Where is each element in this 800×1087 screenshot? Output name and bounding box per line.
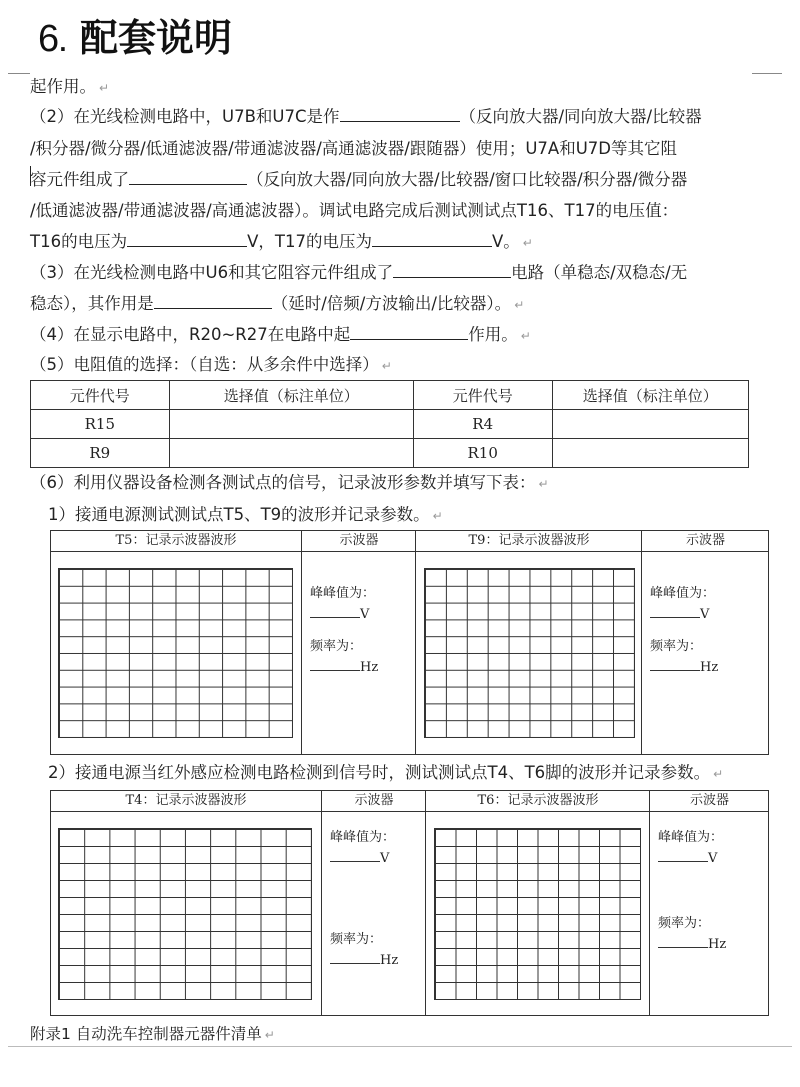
waveform-title-t5: T5：记录示波器波形 [51, 531, 301, 552]
table-header: 选择值（标注单位） [169, 381, 413, 410]
table-cell: R10 [413, 439, 552, 468]
question-6-line: （6）利用仪器设备检测各测试点的信号，记录波形参数并填写下表： ↵ [30, 473, 549, 492]
section-number: 6 [38, 18, 60, 60]
page-corner-mark-right [752, 73, 782, 74]
page-corner-mark-left [8, 73, 30, 74]
waveform-title-t4: T4：记录示波器波形 [51, 791, 321, 812]
section-title-text: 配套说明 [79, 16, 232, 60]
waveform-title-t6: T6：记录示波器波形 [426, 791, 650, 812]
table-cell: R4 [413, 410, 552, 439]
waveform-cell-t9 [415, 531, 642, 754]
table-cell-input[interactable] [169, 410, 413, 439]
scope-header: 示波器 [322, 791, 426, 812]
answer-blank[interactable] [393, 259, 511, 278]
scope-header: 示波器 [642, 531, 769, 552]
answer-blank[interactable] [154, 290, 272, 309]
question-2-line-4: /低通滤波器/带通滤波器/高通滤波器）。调试电路完成后测试测试点T16、T17的电压值： [30, 201, 679, 220]
scope-readings-t9: 示波器 峰峰值为： V 频率为： Hz [641, 531, 769, 754]
answer-blank[interactable] [340, 103, 460, 122]
section-title: 6. 配套说明 [38, 16, 232, 60]
question-3-line-2: 稳态），其作用是 （延时/倍频/方波输出/比较器）。 ↵ [30, 289, 524, 320]
scope-header: 示波器 [302, 531, 416, 552]
table-header: 元件代号 [31, 381, 170, 410]
question-4-line: （4）在显示电路中，R20~R27在电路中起 作用。 ↵ [30, 320, 531, 351]
answer-blank[interactable] [350, 321, 468, 340]
peak-voltage-blank[interactable] [330, 847, 380, 862]
table-cell-input[interactable] [552, 439, 748, 468]
scope-readings-t4: 示波器 峰峰值为： V 频率为： Hz [321, 791, 426, 1015]
scope-readings-t6: 示波器 峰峰值为： V 频率为： Hz [649, 791, 769, 1015]
answer-blank[interactable] [129, 166, 247, 185]
frequency-blank[interactable] [310, 656, 360, 671]
page-bottom-rule [8, 1046, 792, 1047]
peak-voltage-blank[interactable] [310, 603, 360, 618]
oscilloscope-grid[interactable] [58, 568, 293, 738]
waveform-cell-t5 [51, 531, 301, 754]
appendix-heading: 附录1 自动洗车控制器元器件清单 ↵ [30, 1025, 275, 1043]
waveform-table-t4-t6 [50, 790, 769, 1016]
question-2-line-1: （2）在光线检测电路中，U7B和U7C是作 （反向放大器/同向放大器/比较器 [30, 102, 702, 132]
question-2-line-3: 容元件组成了 （反向放大器/同向放大器/比较器/窗口比较器/积分器/微分器 [30, 165, 687, 195]
subquestion-1-line: 1）接通电源测试测试点T5、T9的波形并记录参数。 ↵ [48, 505, 443, 524]
oscilloscope-grid[interactable] [434, 828, 641, 1000]
table-header: 选择值（标注单位） [552, 381, 748, 410]
question-2-line-2: /积分器/微分器/低通滤波器/带通滤波器/高通滤波器/跟随器）使用；U7A和U7D等其它阻 [30, 139, 677, 158]
waveform-title-t9: T9：记录示波器波形 [416, 531, 642, 552]
table-cell-input[interactable] [552, 410, 748, 439]
waveform-table-t5-t9 [50, 530, 769, 755]
table-cell: R15 [31, 410, 170, 439]
question-3-line-1: （3）在光线检测电路中U6和其它阻容元件组成了 电路（单稳态/双稳态/无 [30, 258, 687, 288]
oscilloscope-grid[interactable] [58, 828, 312, 1000]
resistor-selection-table [30, 380, 749, 468]
peak-voltage-blank[interactable] [650, 603, 700, 618]
text-line: 起作用。 ↵ [30, 77, 110, 96]
frequency-blank[interactable] [650, 656, 700, 671]
oscilloscope-grid[interactable] [424, 568, 635, 738]
table-header: 元件代号 [413, 381, 552, 410]
peak-voltage-blank[interactable] [658, 847, 708, 862]
table-cell: R9 [31, 439, 170, 468]
scope-header: 示波器 [650, 791, 769, 812]
scope-readings-t5: 示波器 峰峰值为： V 频率为： Hz [301, 531, 416, 754]
t17-voltage-blank[interactable] [372, 228, 492, 247]
question-5-line: （5）电阻值的选择：（自选：从多余件中选择） ↵ [30, 355, 392, 374]
frequency-blank[interactable] [330, 949, 380, 964]
waveform-cell-t6 [425, 791, 650, 1015]
subquestion-2-line: 2）接通电源当红外感应检测电路检测到信号时，测试测试点T4、T6脚的波形并记录参数。 ↵ [48, 763, 724, 782]
question-2-line-5: T16的电压为 V，T17的电压为 V。 ↵ [30, 227, 533, 258]
table-cell-input[interactable] [169, 439, 413, 468]
waveform-cell-t4 [51, 791, 321, 1015]
frequency-blank[interactable] [658, 933, 708, 948]
t16-voltage-blank[interactable] [127, 228, 247, 247]
